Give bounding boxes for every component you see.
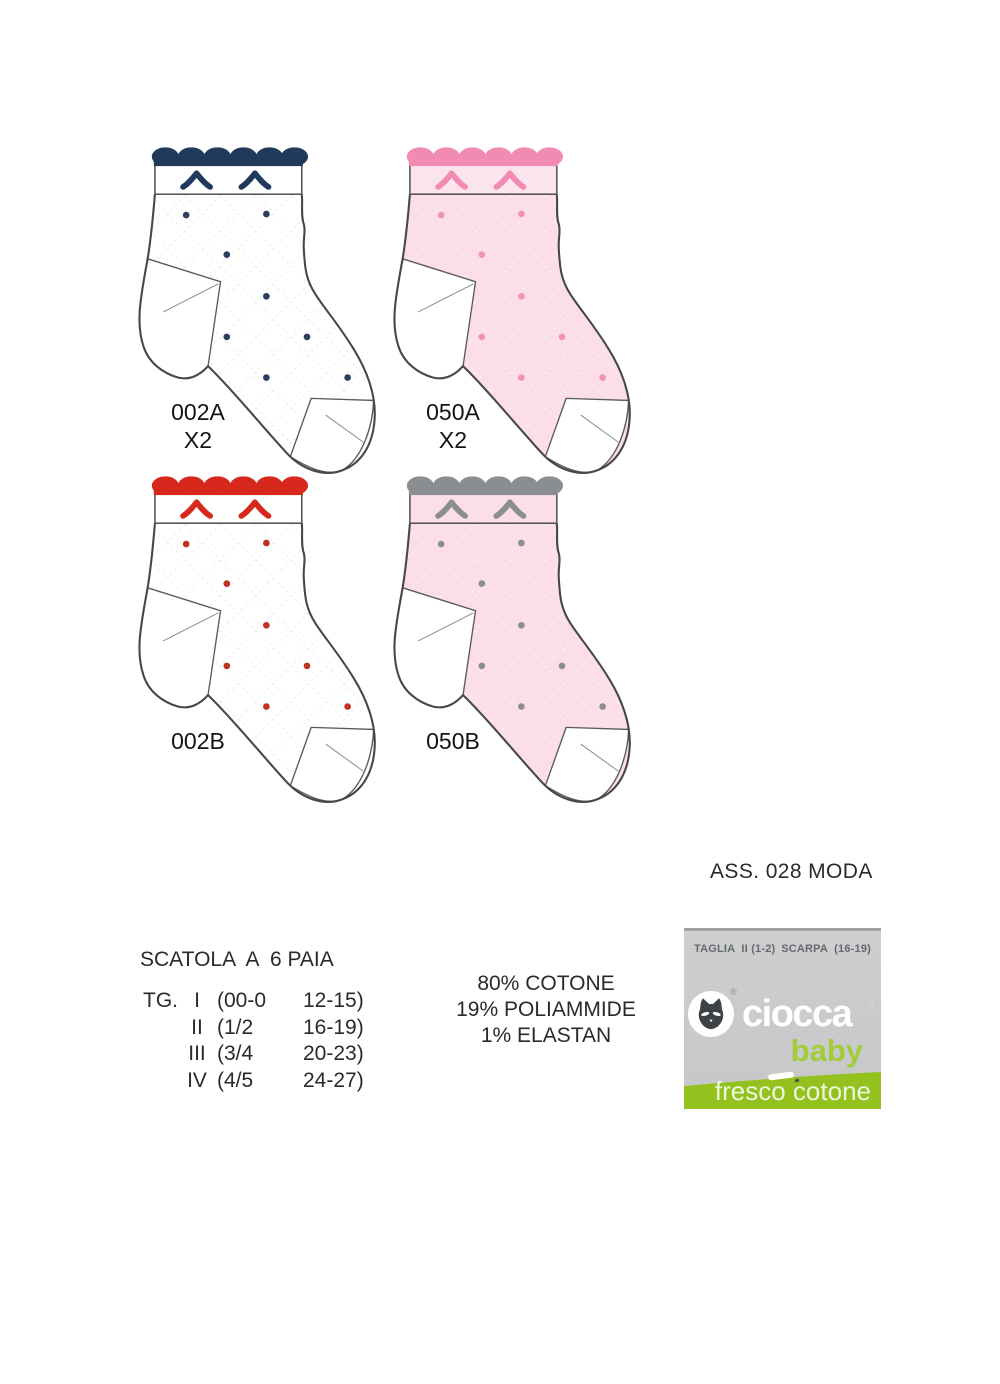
size-cell-size: (3/4 [217,1042,254,1065]
sock-code-label: 050A [426,399,480,425]
sock-label [150,398,246,454]
sock-figure [387,471,637,815]
size-cell-shoe: 12-15) [303,989,364,1012]
brand-name: ciocca [742,993,852,1035]
tag-sizes-row [684,931,881,955]
size-cell-roman: II [191,1015,203,1039]
size-cell-shoe: 16-19) [303,1015,364,1039]
size-cell-shoe: 20-23) [303,1042,364,1065]
tag-taglia: TAGLIA II (1-2) [694,943,776,955]
registered-mark-icon: ® [730,987,737,997]
size-cell-roman: III [188,1042,206,1065]
size-row [143,988,364,1015]
size-cell-tg [143,1041,177,1068]
size-cell-size: (00-0 [217,989,267,1012]
size-row [143,1068,364,1095]
sock-label [405,727,501,755]
size-cell-size: (4/5 [217,1068,254,1092]
sock-code-label: 050B [426,728,480,754]
sock-qty-label: X2 [438,427,468,453]
tag-scarpa: SCARPA (16-19) [781,943,871,955]
size-cell-tg: TG. [143,989,178,1012]
sock-figure [387,142,637,486]
sock-illustration [132,471,382,815]
size-row [143,1015,364,1042]
size-cell-size: (1/2 [217,1015,254,1039]
sock-illustration [387,471,637,815]
tag-banner: fresco cotone [714,1076,871,1106]
box-title: SCATOLA A 6 PAIA [140,948,334,971]
size-cell-roman: IV [187,1068,207,1092]
sock-code-label: 002A [171,399,225,425]
product-tag [684,928,881,1109]
composition-block [438,971,654,1049]
size-row [143,1041,364,1068]
sock-qty-label: X2 [183,427,213,453]
sock-label [405,398,501,454]
composition-line: 19% POLIAMMIDE [456,998,636,1021]
size-cell-roman: I [194,989,200,1012]
size-table [143,988,364,1094]
sock-label [150,727,246,755]
cat-logo-icon [688,991,734,1037]
sock-figure [132,471,382,815]
size-cell-tg [143,1068,177,1095]
sock-figure [132,142,382,486]
composition-line: 1% ELASTAN [480,1024,612,1047]
sock-code-label: 002B [171,728,225,754]
registered-mark-icon: ® [868,999,875,1009]
assortment-label: ASS. 028 MODA [710,860,873,883]
brand-sub-label: baby [790,1033,863,1068]
size-cell-shoe: 24-27) [303,1068,364,1092]
size-cell-tg [143,1015,177,1042]
composition-line: 80% COTONE [477,972,615,995]
